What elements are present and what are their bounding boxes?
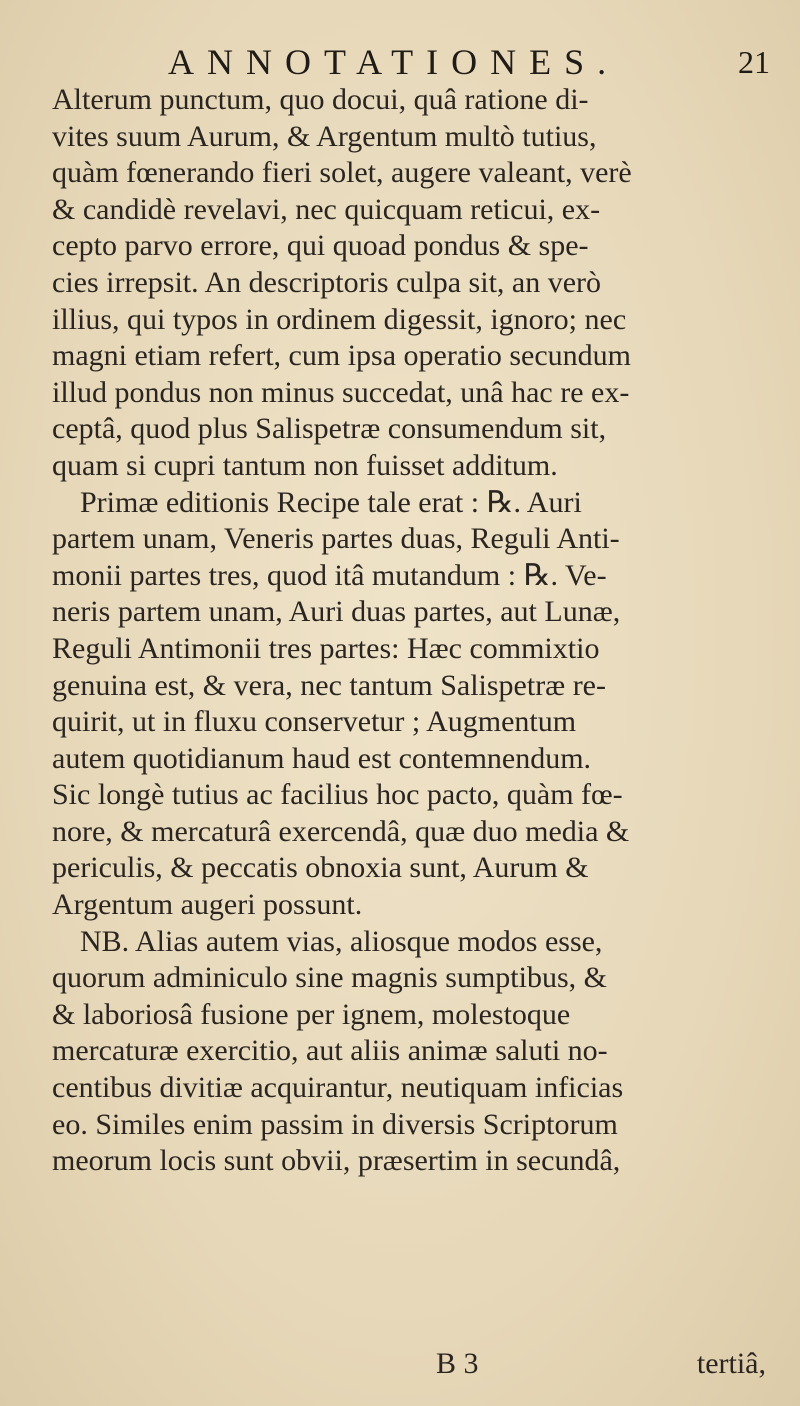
paragraph-start-line: Primæ editionis Recipe tale erat : ℞. Auri xyxy=(80,485,582,519)
text-line: cies irrepsit. An descriptoris culpa sit, an verò xyxy=(52,265,602,299)
running-title: ANNOTATIONES. xyxy=(168,42,620,82)
text-line: eo. Similes enim passim in diversis Scriptorum xyxy=(52,1107,618,1141)
running-head xyxy=(168,40,788,84)
body-text xyxy=(52,82,772,1180)
page-number: 21 xyxy=(738,44,770,80)
text-line: meorum locis sunt obvii, præsertim in secundâ, xyxy=(52,1144,621,1178)
text-line: quam si cupri tantum non fuisset additum. xyxy=(52,448,558,482)
text-line: & candidè revelavi, nec quicquam reticui, ex- xyxy=(52,192,601,226)
text-line: illius, qui typos in ordinem digessit, ignoro; nec xyxy=(52,302,627,336)
text-line: Alterum punctum, quo docui, quâ ratione di- xyxy=(52,83,589,116)
text-line: Argentum augeri possunt. xyxy=(52,888,363,922)
text-line: quàm fœnerando fieri solet, augere valeant, verè xyxy=(52,156,632,190)
text-line: quirit, ut in fluxu conservetur ; Augmentum xyxy=(52,705,577,739)
text-line: nore, & mercaturâ exercendâ, quæ duo media & xyxy=(52,814,630,848)
text-line: mercaturæ exercitio, aut aliis animæ saluti no- xyxy=(52,1034,608,1068)
text-line: periculis, & peccatis obnoxia sunt, Aurum & xyxy=(52,851,589,885)
text-line: autem quotidianum haud est contemnendum. xyxy=(52,741,592,775)
text-line: genuina est, & vera, nec tantum Salispetræ re- xyxy=(52,668,606,702)
catchword: tertiâ, xyxy=(696,1347,766,1380)
text-line: neris partem unam, Auri duas partes, aut Lunæ, xyxy=(52,595,621,629)
text-line: cepto parvo errore, qui quoad pondus & spe- xyxy=(52,229,589,263)
text-line: & laboriosâ fusione per ignem, molestoque xyxy=(52,997,571,1031)
text-line: Reguli Antimonii tres partes: Hæc commixtio xyxy=(52,631,600,665)
paragraph-start-line: NB. Alias autem vias, aliosque modos esse, xyxy=(80,924,603,958)
text-line: magni etiam refert, cum ipsa operatio secundum xyxy=(52,339,631,373)
text-line: vites suum Aurum, & Argentum multò tutius, xyxy=(52,119,597,153)
signature-mark: B 3 xyxy=(436,1347,479,1380)
text-line: partem unam, Veneris partes duas, Reguli Anti- xyxy=(52,522,620,556)
text-line: quorum adminiculo sine magnis sumptibus, & xyxy=(52,961,607,995)
text-line: illud pondus non minus succedat, unâ hac re ex- xyxy=(52,375,630,409)
text-line: centibus divitiæ acquirantur, neutiquam inficias xyxy=(52,1071,624,1105)
page-footer xyxy=(52,1344,772,1384)
text-line: monii partes tres, quod itâ mutandum : ℞. Ve- xyxy=(52,558,607,592)
text-line: ceptâ, quod plus Salispetræ consumendum sit, xyxy=(52,412,607,446)
text-line: Sic longè tutius ac facilius hoc pacto, quàm fœ- xyxy=(52,778,623,812)
